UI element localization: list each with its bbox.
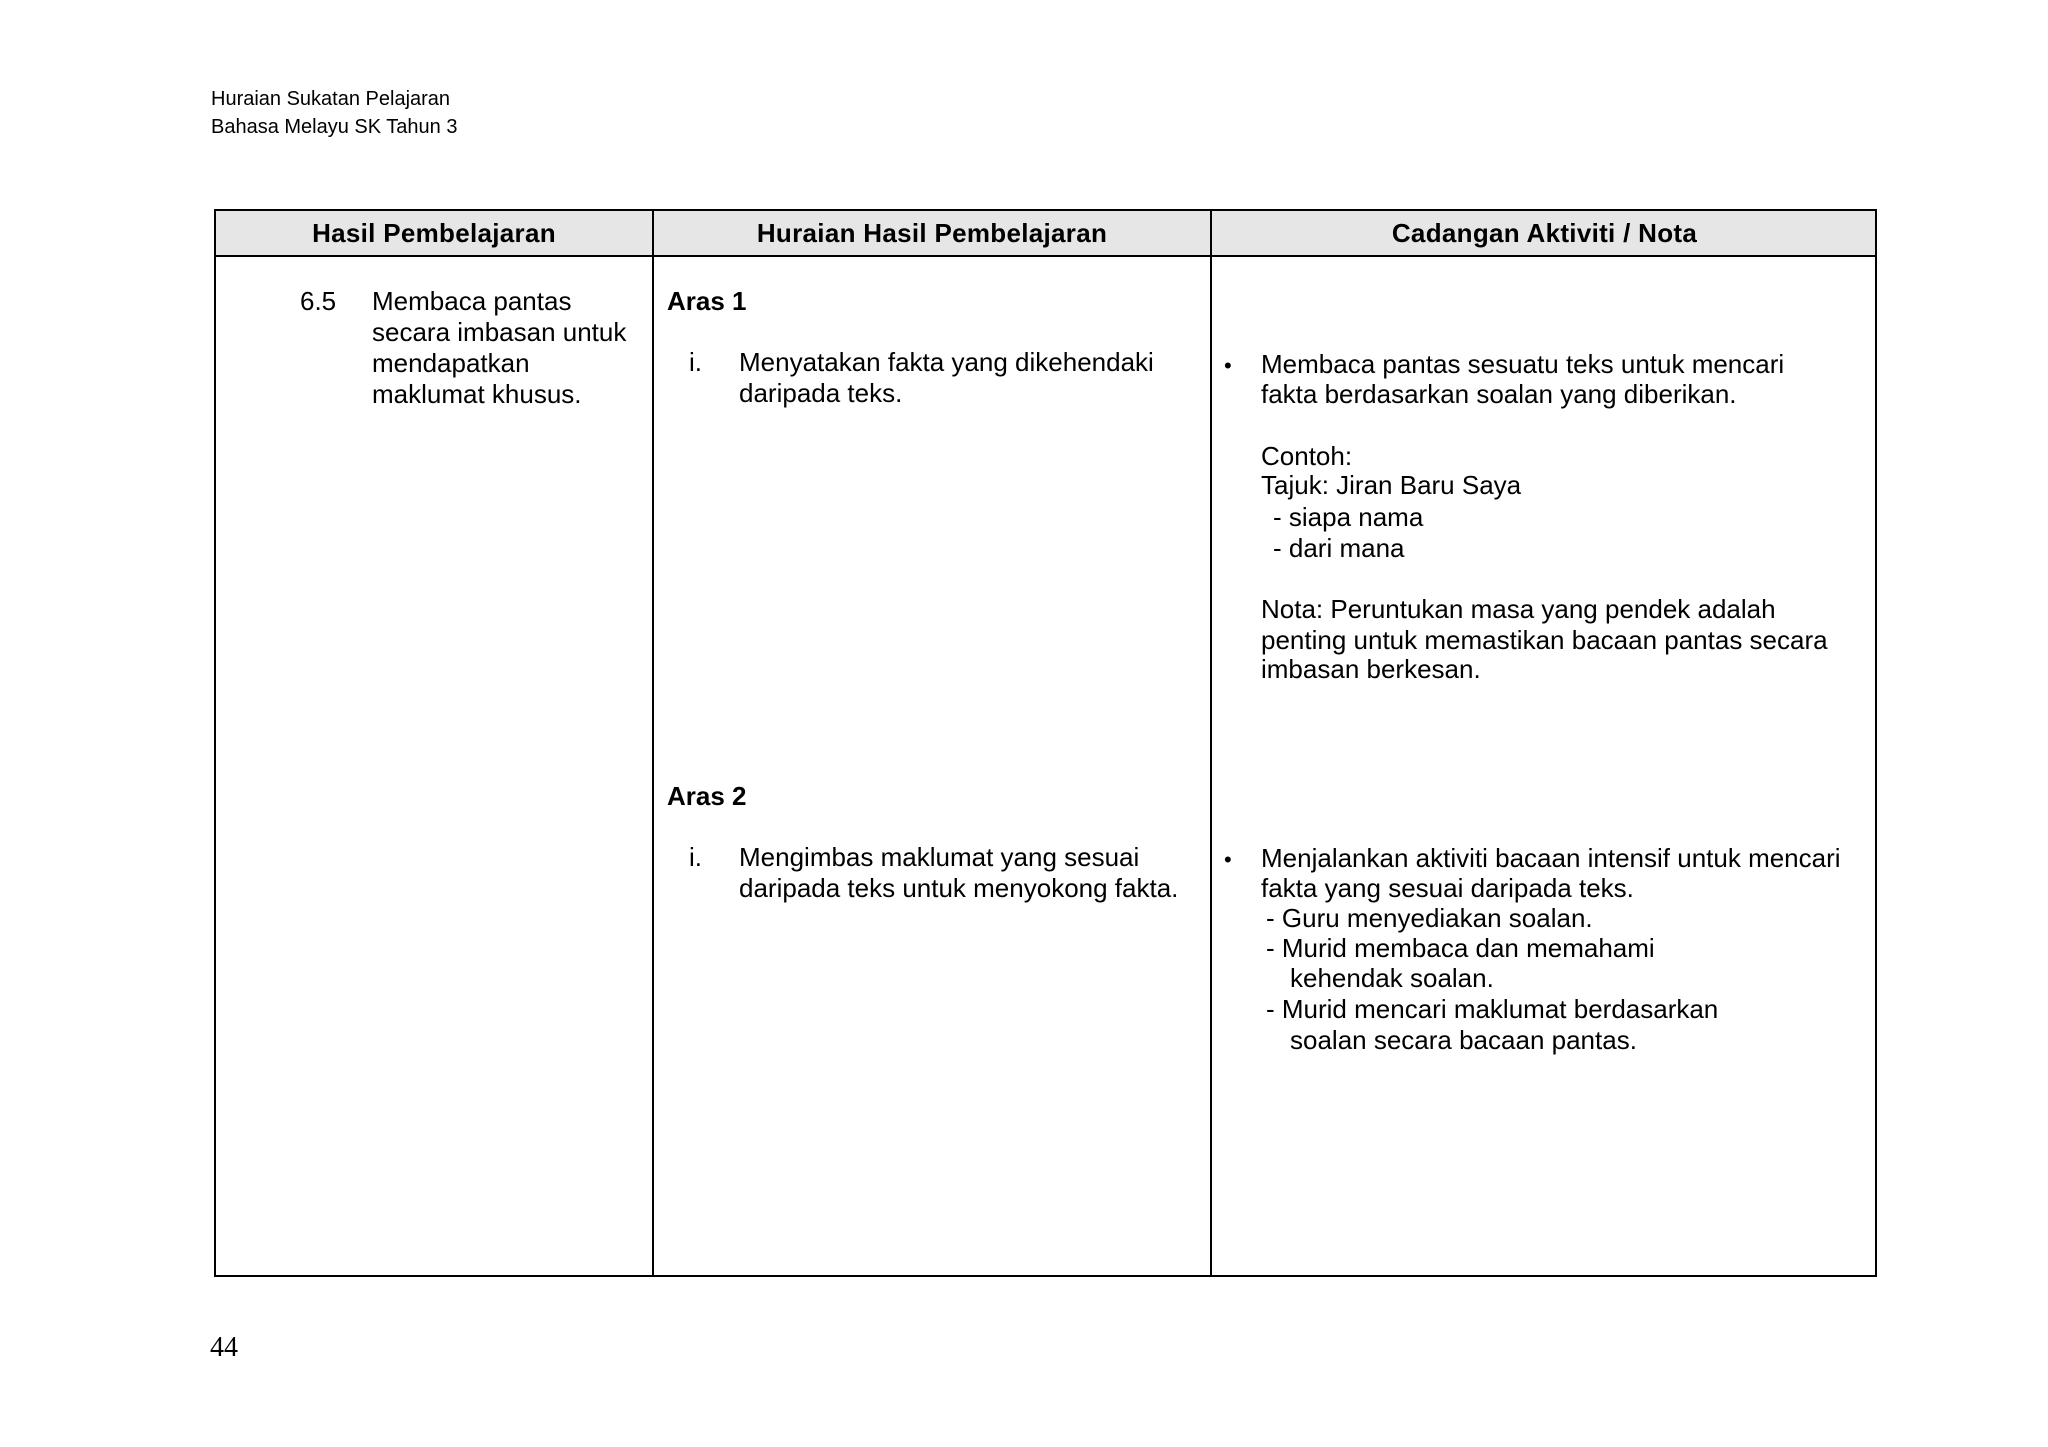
column-divider: [652, 211, 654, 1275]
note-line: penting untuk memastikan bacaan pantas secara: [1261, 625, 1828, 655]
bullet-icon: •: [1224, 353, 1232, 378]
bullet-icon: •: [1224, 847, 1232, 872]
level-2-line: Mengimbas maklumat yang sesuai: [739, 842, 1140, 872]
activity-2-line: fakta yang sesuai daripada teks.: [1261, 873, 1634, 903]
column-header-huraian: Huraian Hasil Pembelajaran: [756, 217, 1108, 248]
level-1-title: Aras 1: [667, 286, 747, 316]
example-line: Tajuk: Jiran Baru Saya: [1261, 470, 1522, 500]
page-number: 44: [210, 1332, 238, 1363]
column-header-cadangan: Cadangan Aktiviti / Nota: [1391, 217, 1698, 248]
document-header: [211, 85, 457, 141]
level-1-line: daripada teks.: [739, 378, 903, 408]
activity-1-line: fakta berdasarkan soalan yang diberikan.: [1261, 379, 1737, 409]
syllabus-table: [214, 209, 1877, 1277]
activity-1-line: Membaca pantas sesuatu teks untuk mencari: [1261, 349, 1785, 379]
level-1-marker: i.: [689, 347, 702, 377]
example-line: - siapa nama: [1273, 502, 1424, 532]
activity-2-line: Menjalankan aktiviti bacaan intensif untuk mencari: [1261, 843, 1841, 873]
level-2-marker: i.: [689, 842, 702, 872]
column-divider: [1210, 211, 1212, 1275]
activity-2-line: kehendak soalan.: [1290, 963, 1494, 993]
learning-outcome-line: maklumat khusus.: [372, 379, 582, 409]
note-line: imbasan berkesan.: [1261, 654, 1481, 684]
level-1-line: Menyatakan fakta yang dikehendaki: [739, 347, 1154, 377]
example-line: Contoh:: [1261, 441, 1353, 471]
learning-outcome-line: Membaca pantas: [372, 286, 572, 316]
level-2-title: Aras 2: [667, 781, 747, 811]
learning-outcome-line: mendapatkan: [372, 348, 530, 378]
column-header-hasil: Hasil Pembelajaran: [312, 217, 556, 248]
header-line-2: Bahasa Melayu SK Tahun 3: [211, 116, 458, 138]
activity-2-line: - Murid membaca dan memahami: [1266, 933, 1655, 963]
header-line-1: Huraian Sukatan Pelajaran: [211, 88, 451, 110]
learning-outcome-number: 6.5: [300, 286, 337, 316]
activity-2-line: - Guru menyediakan soalan.: [1266, 903, 1593, 933]
activity-2-line: soalan secara bacaan pantas.: [1290, 1025, 1637, 1055]
activity-2-line: - Murid mencari maklumat berdasarkan: [1266, 994, 1719, 1024]
example-line: - dari mana: [1273, 533, 1405, 563]
learning-outcome-line: secara imbasan untuk: [372, 317, 627, 347]
note-line: Nota: Peruntukan masa yang pendek adalah: [1261, 594, 1776, 624]
level-2-line: daripada teks untuk menyokong fakta.: [739, 873, 1179, 903]
